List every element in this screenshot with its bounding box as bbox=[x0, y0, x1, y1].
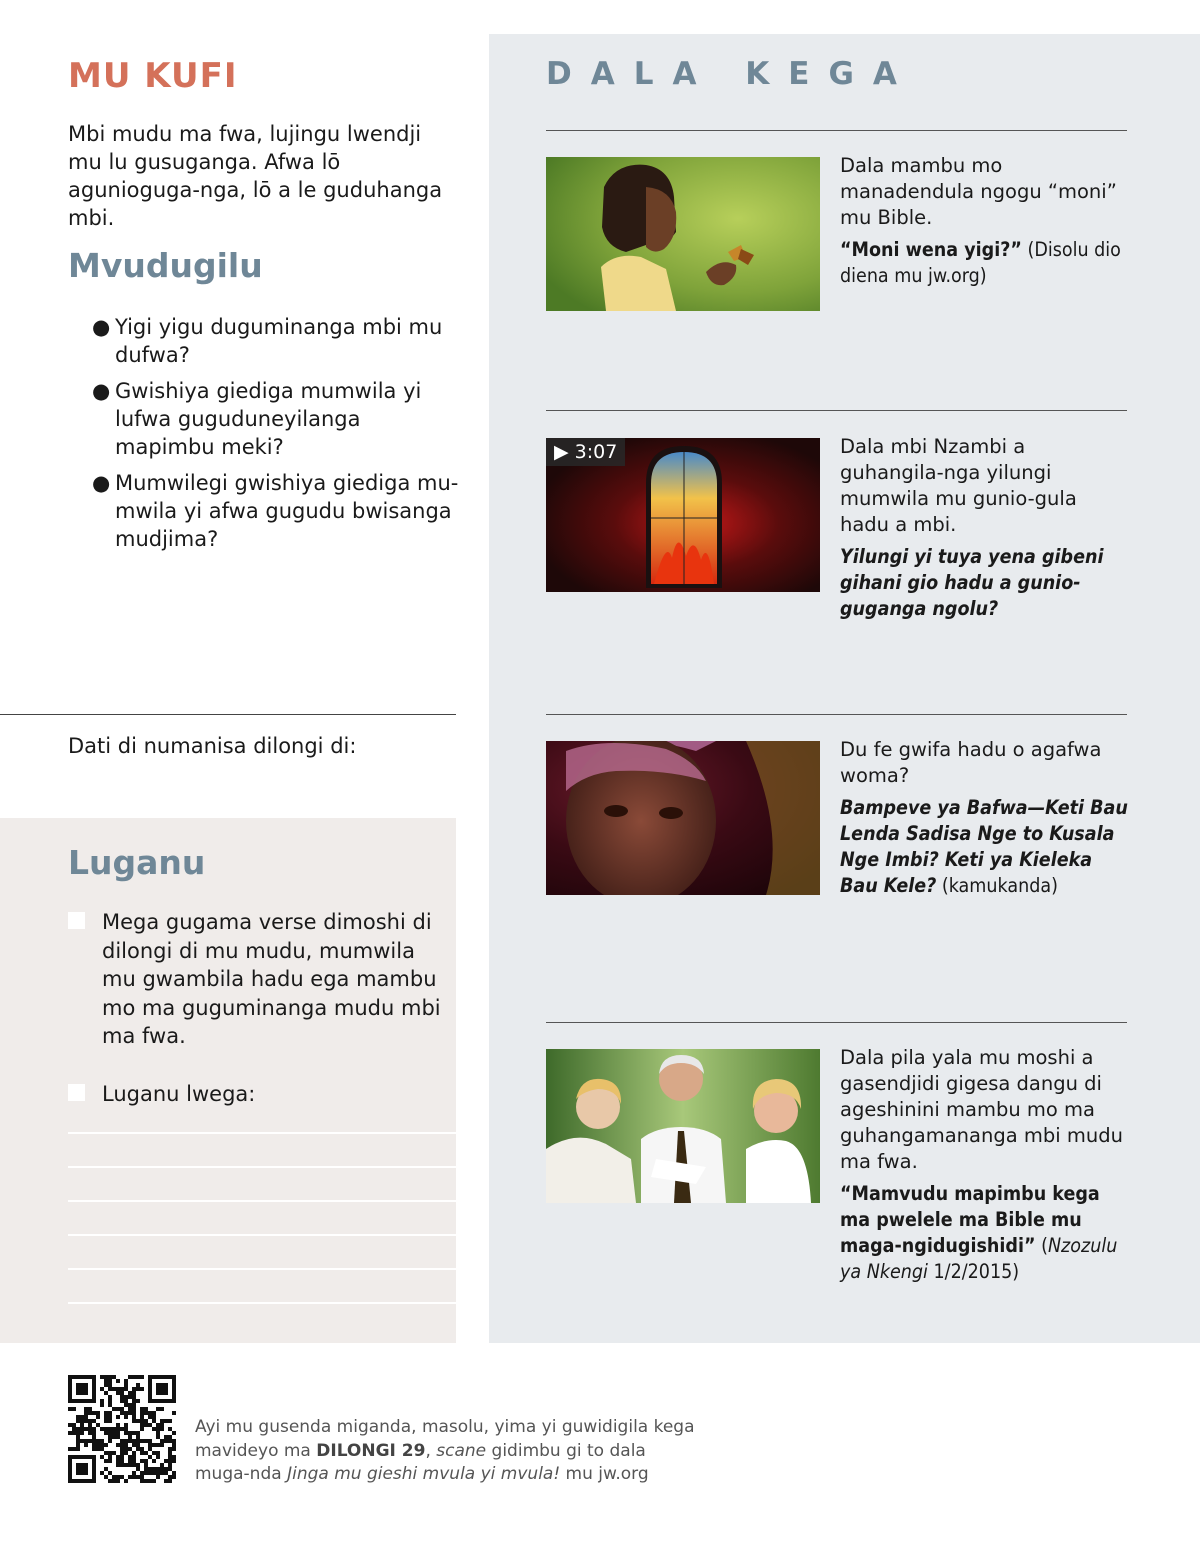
qr-code-icon[interactable] bbox=[68, 1375, 176, 1483]
goal-item[interactable] bbox=[68, 908, 448, 1048]
explore-item-description: Dala mbi Nzambi a guhangila-nga yilungi mumwila mu gunio-gula hadu a mbi. bbox=[840, 435, 1077, 536]
divider bbox=[546, 714, 1127, 715]
divider bbox=[546, 1022, 1127, 1023]
explore-item bbox=[840, 434, 1128, 622]
bullet-icon: ● bbox=[92, 471, 111, 495]
divider bbox=[546, 410, 1127, 411]
explore-title: DALA KEGA bbox=[546, 56, 916, 92]
footer-note: Ayi mu gusenda miganda, masolu, yima yi guwidigila kega mavideyo ma DILONGI 29, scane gidimbu gi to dala muga-nda Jinga mu gieshi mvula yi mvula! mu jw.org bbox=[195, 1417, 695, 1484]
explore-item-description: Dala pila yala mu moshi a gasendjidi gigesa dangu di ageshinini mambu mo ma guhangamananga mbi mudu ma fwa. bbox=[840, 1046, 1123, 1173]
review-question: ● Gwishiya giediga mumwila yi lufwa guguduneyilanga mapimbu meki? bbox=[92, 379, 422, 459]
divider bbox=[546, 130, 1127, 131]
explore-item-description: Dala mambu mo manadendula ngogu “moni” mu Bible. bbox=[840, 154, 1117, 229]
bullet-icon: ● bbox=[92, 315, 111, 339]
video-duration: 3:07 bbox=[574, 441, 618, 463]
goal-checkbox[interactable] bbox=[68, 912, 85, 929]
write-line[interactable] bbox=[68, 1166, 456, 1168]
explore-item-description: Du fe gwifa hadu o agafwa woma? bbox=[840, 738, 1102, 787]
explore-item bbox=[840, 737, 1128, 899]
explore-item bbox=[840, 153, 1128, 289]
goals-title: Luganu bbox=[68, 843, 206, 882]
man-face-red-light-image[interactable] bbox=[546, 741, 820, 895]
explore-item-reference[interactable]: “Mamvudu mapimbu kega ma pwelele ma Bible mu maga-ngidugishidi” (Nzozulu ya Nkengi 1/2/2015) bbox=[840, 1182, 1118, 1283]
review-title: Mvudugilu bbox=[68, 246, 263, 285]
review-question: ● Yigi yigu duguminanga mbi mu dufwa? bbox=[92, 315, 443, 367]
explore-item-reference[interactable]: “Moni wena yigi?” (Disolu dio diena mu jw.org) bbox=[840, 238, 1121, 287]
divider bbox=[0, 714, 456, 715]
goal-item[interactable] bbox=[68, 1080, 448, 1110]
summary-title: MU KUFI bbox=[68, 56, 238, 96]
bullet-icon: ● bbox=[92, 379, 111, 403]
goal-text: Mega gugama verse dimoshi di dilongi di mu mudu, mumwila mu gwambila hadu ega mambu mo ma guguminanga mudu mbi ma fwa. bbox=[102, 910, 441, 1048]
write-line[interactable] bbox=[68, 1200, 456, 1202]
review-question: ● Mumwilegi gwishiya giediga mu-mwila yi afwa gugudu bwisanga mudjima? bbox=[92, 471, 459, 551]
stained-glass-hellfire-video[interactable] bbox=[546, 438, 820, 592]
write-line[interactable] bbox=[68, 1268, 456, 1270]
girl-with-butterfly-image[interactable] bbox=[546, 157, 820, 311]
video-duration-badge bbox=[546, 438, 625, 466]
write-line[interactable] bbox=[68, 1302, 456, 1304]
review-questions bbox=[92, 313, 462, 561]
goal-text: Luganu lwega: bbox=[102, 1082, 256, 1106]
summary-text: Mbi mudu ma fwa, lujingu lwendji mu lu gusuganga. Afwa lō agunioguga-nga, lō a le guduhanga mbi. bbox=[68, 122, 443, 230]
write-line[interactable] bbox=[68, 1132, 456, 1134]
play-icon: ▶ bbox=[554, 441, 569, 463]
explore-item-reference[interactable]: Bampeve ya Bafwa—Keti Bau Lenda Sadisa Nge to Kusala Nge Imbi? Keti ya Kieleka Bau Kele? (kamukanda) bbox=[840, 796, 1128, 897]
write-line[interactable] bbox=[68, 1234, 456, 1236]
three-people-conversation-image[interactable] bbox=[546, 1049, 820, 1203]
goal-checkbox[interactable] bbox=[68, 1084, 85, 1101]
completion-date-label: Dati di numanisa dilongi di: bbox=[68, 734, 357, 758]
explore-item-reference[interactable]: Yilungi yi tuya yena gibeni gihani gio hadu a gunio-guganga ngolu? bbox=[840, 545, 1104, 620]
explore-item bbox=[840, 1045, 1128, 1285]
